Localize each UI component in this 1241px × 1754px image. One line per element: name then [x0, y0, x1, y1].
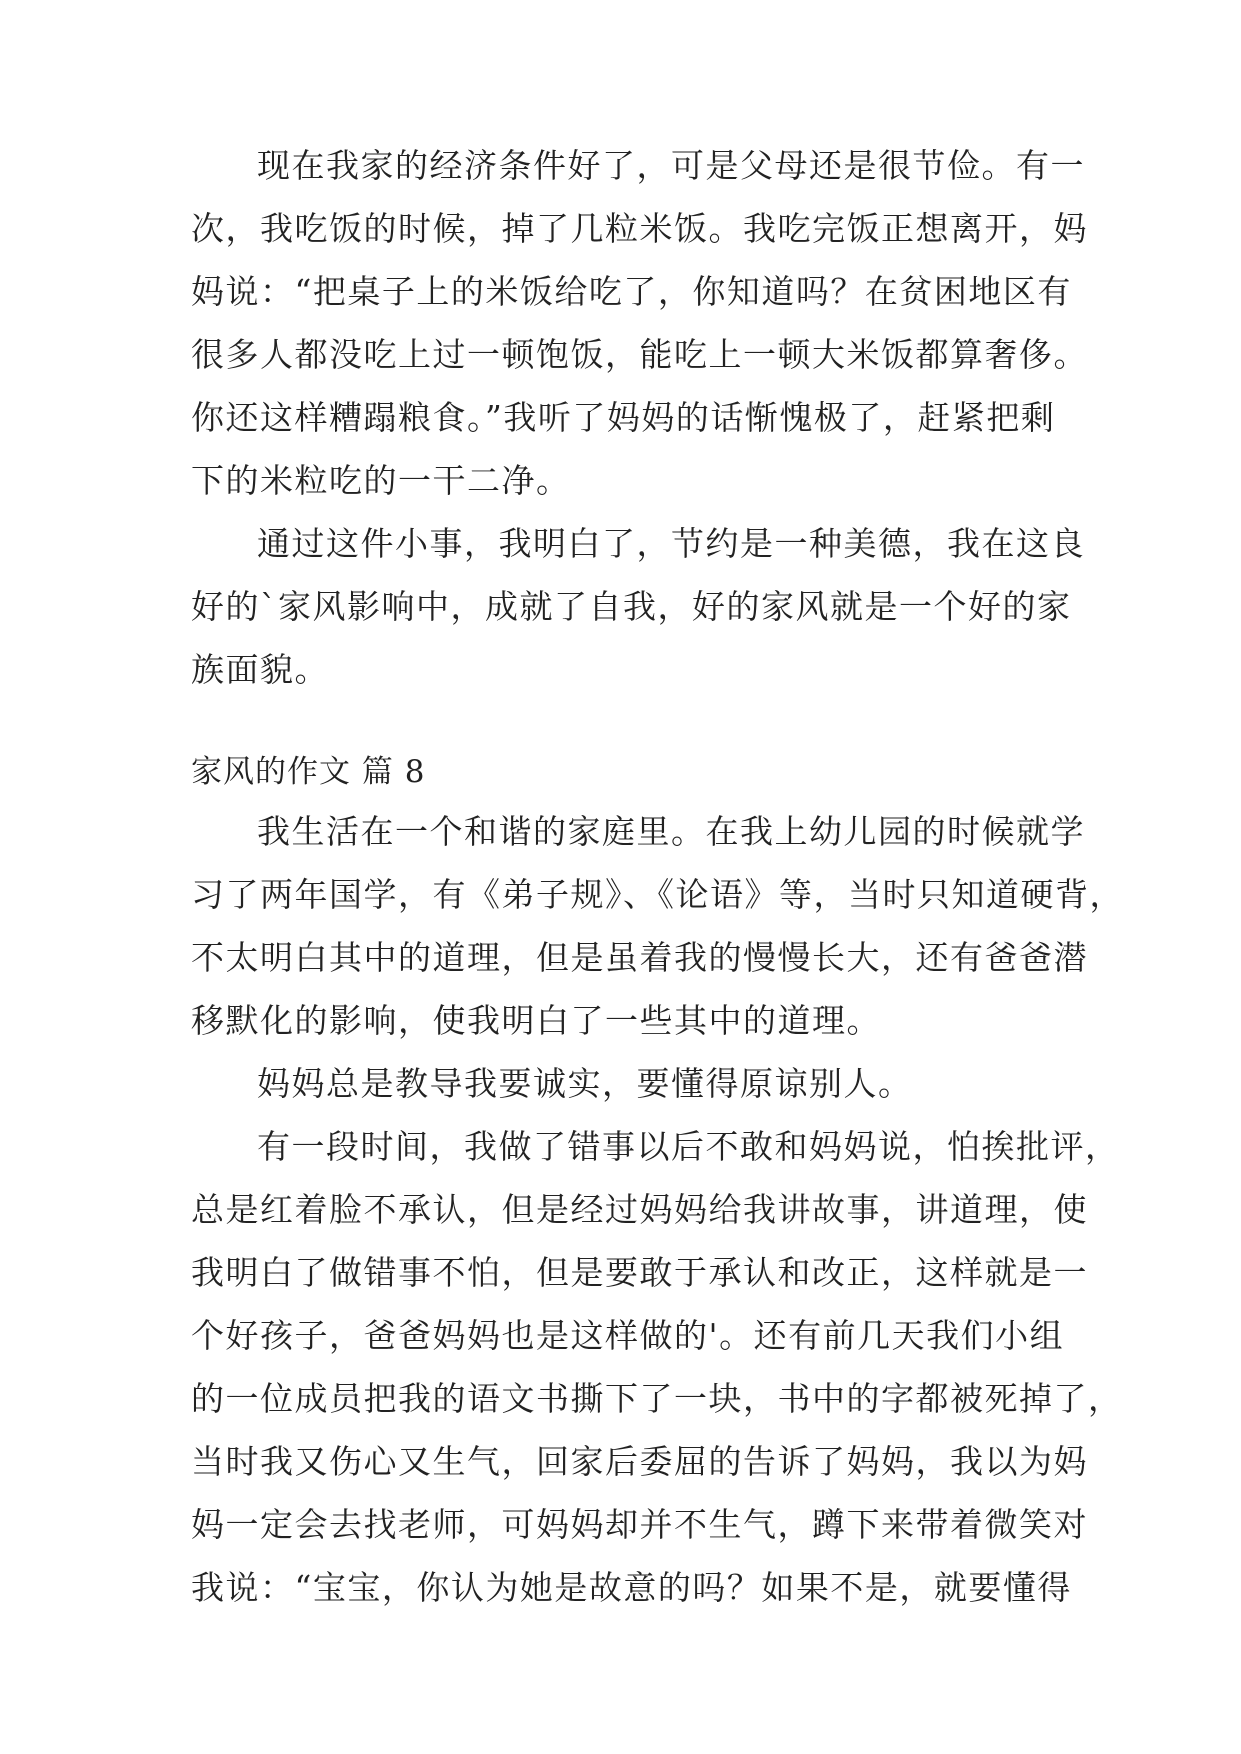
text-line: 我明白了做错事不怕，但是要敢于承认和改正，这样就是一: [191, 1253, 1088, 1292]
section-heading-block: [191, 741, 1071, 804]
text-line: 妈妈总是教导我要诚实，要懂得原谅别人。: [257, 1064, 913, 1103]
text-line: 总是红着脸不承认，但是经过妈妈给我讲故事，讲道理，使: [191, 1190, 1088, 1229]
text-line: 移默化的影响，使我明白了一些其中的道理。: [191, 1001, 881, 1040]
paragraph-conclusion: [191, 512, 1085, 701]
text-line: 现在我家的经济条件好了，可是父母还是很节俭。有一: [257, 146, 1085, 185]
text-line: 通过这件小事，我明白了，节约是一种美德，我在这良: [257, 524, 1085, 563]
paragraph-harmonious-family: [191, 800, 1124, 1052]
section-heading: 家风的作文 篇 8: [191, 754, 426, 790]
paragraph-frugality-story: [191, 134, 1088, 512]
text-line: 次，我吃饭的时候，掉了几粒米饭。我吃完饭正想离开，妈: [191, 209, 1088, 248]
text-line: 个好孩子，爸爸妈妈也是这样做的'。还有前几天我们小组: [191, 1316, 1065, 1355]
text-line: 妈说：“把桌子上的米饭给吃了，你知道吗？在贫困地区有: [191, 272, 1072, 311]
text-line: 有一段时间，我做了错事以后不敢和妈妈说，怕挨批评，: [257, 1127, 1120, 1166]
text-line: 我生活在一个和谐的家庭里。在我上幼儿园的时候就学: [257, 812, 1085, 851]
text-line: 习了两年国学，有《弟子规》、《论语》等，当时只知道硬背，: [191, 875, 1124, 914]
text-line: 不太明白其中的道理，但是虽着我的慢慢长大，还有爸爸潜: [191, 938, 1088, 977]
text-line: 妈一定会去找老师，可妈妈却并不生气，蹲下来带着微笑对: [191, 1505, 1088, 1544]
text-line: 当时我又伤心又生气，回家后委屈的告诉了妈妈，我以为妈: [191, 1442, 1088, 1481]
text-line: 好的`家风影响中，成就了自我，好的家风就是一个好的家: [191, 587, 1072, 626]
text-line: 我说：“宝宝，你认为她是故意的吗？如果不是，就要懂得: [191, 1568, 1072, 1607]
text-line: 很多人都没吃上过一顿饱饭，能吃上一顿大米饭都算奢侈。: [191, 335, 1088, 374]
paragraph-mistake-story: [191, 1115, 1123, 1619]
text-line: 族面貌。: [191, 650, 329, 689]
text-line: 的一位成员把我的语文书撕下了一块，书中的字都被死掉了，: [191, 1379, 1123, 1418]
paragraph-honesty: [191, 1052, 1071, 1115]
text-line: 下的米粒吃的一干二净。: [191, 461, 571, 500]
text-line: 你还这样糟蹋粮食。”我听了妈妈的话惭愧极了，赶紧把剩: [191, 398, 1056, 437]
